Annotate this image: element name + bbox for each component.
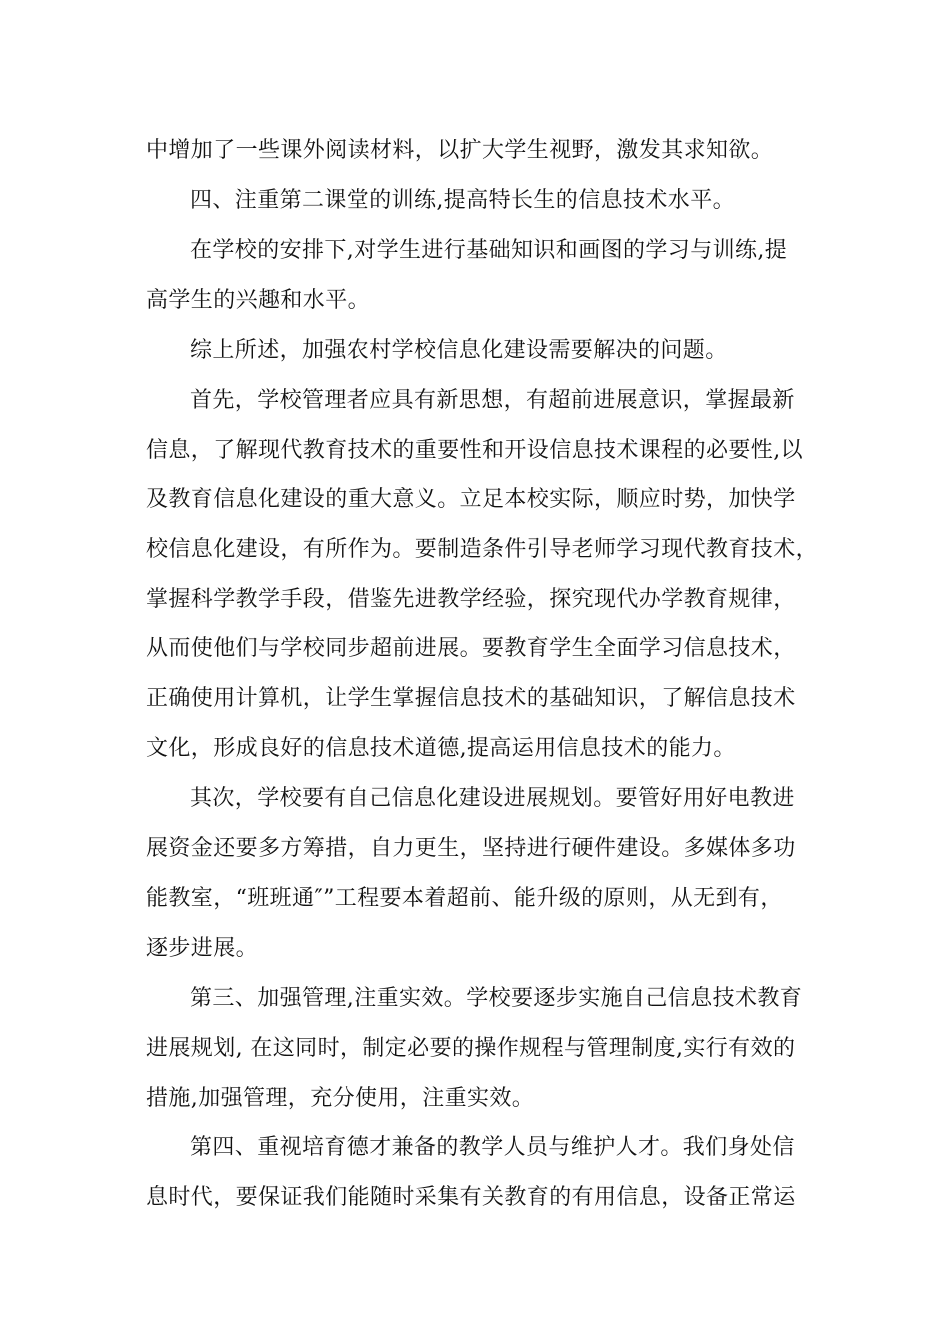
text-line: 第四、重视培育德才兼备的教学人员与维护人才。我们身处信: [190, 1135, 795, 1160]
text-line: 第三、加强管理,注重实效。学校要逐步实施自己信息技术教育: [190, 986, 803, 1011]
text-line: 逐步进展。: [146, 936, 259, 961]
text-line: 正确使用计算机，让学生掌握信息技术的基础知识，了解信息技术: [146, 686, 796, 711]
text-line: 校信息化建设，有所作为。要制造条件引导老师学习现代教育技术，: [146, 537, 819, 562]
text-line: 在学校的安排下,对学生进行基础知识和画图的学习与训练,提: [190, 238, 788, 263]
text-line: 进展规划, 在这同时，制定必要的操作规程与管理制度,实行有效的: [146, 1036, 796, 1061]
text-line: 其次，学校要有自己信息化建设进展规划。要管好用好电教进: [190, 786, 795, 811]
text-line: 掌握科学教学手段，借鉴先进教学经验，探究现代办学教育规律，: [146, 587, 796, 612]
text-line: 息时代，要保证我们能随时采集有关教育的有用信息，设备正常运: [146, 1185, 796, 1210]
text-line: 综上所述，加强农村学校信息化建设需要解决的问题。: [190, 338, 728, 363]
text-line: 从而使他们与学校同步超前进展。要教育学生全面学习信息技术，: [146, 636, 796, 661]
text-line: 能教室，“班班通″”工程要本着超前、能升级的原则，从无到有，: [146, 886, 783, 911]
text-line: 及教育信息化建设的重大意义。立足本校实际，顺应时势，加快学: [146, 487, 796, 512]
section-heading: 四、注重第二课堂的训练,提高特长生的信息技术水平。: [190, 188, 735, 213]
text-line: 展资金还要多方筹措，自力更生，坚持进行硬件建设。多媒体多功: [146, 836, 796, 861]
text-line: 首先，学校管理者应具有新思想，有超前进展意识，掌握最新: [190, 388, 795, 413]
text-line: 中增加了一些课外阅读材料，以扩大学生视野，激发其求知欲。: [146, 138, 774, 163]
text-line: 措施,加强管理，充分使用，注重实效。: [146, 1086, 535, 1111]
text-line: 信息，了解现代教育技术的重要性和开设信息技术课程的必要性,以: [146, 438, 803, 463]
text-line: 文化，形成良好的信息技术道德,提高运用信息技术的能力。: [146, 736, 736, 761]
text-line: 高学生的兴趣和水平。: [146, 288, 371, 313]
